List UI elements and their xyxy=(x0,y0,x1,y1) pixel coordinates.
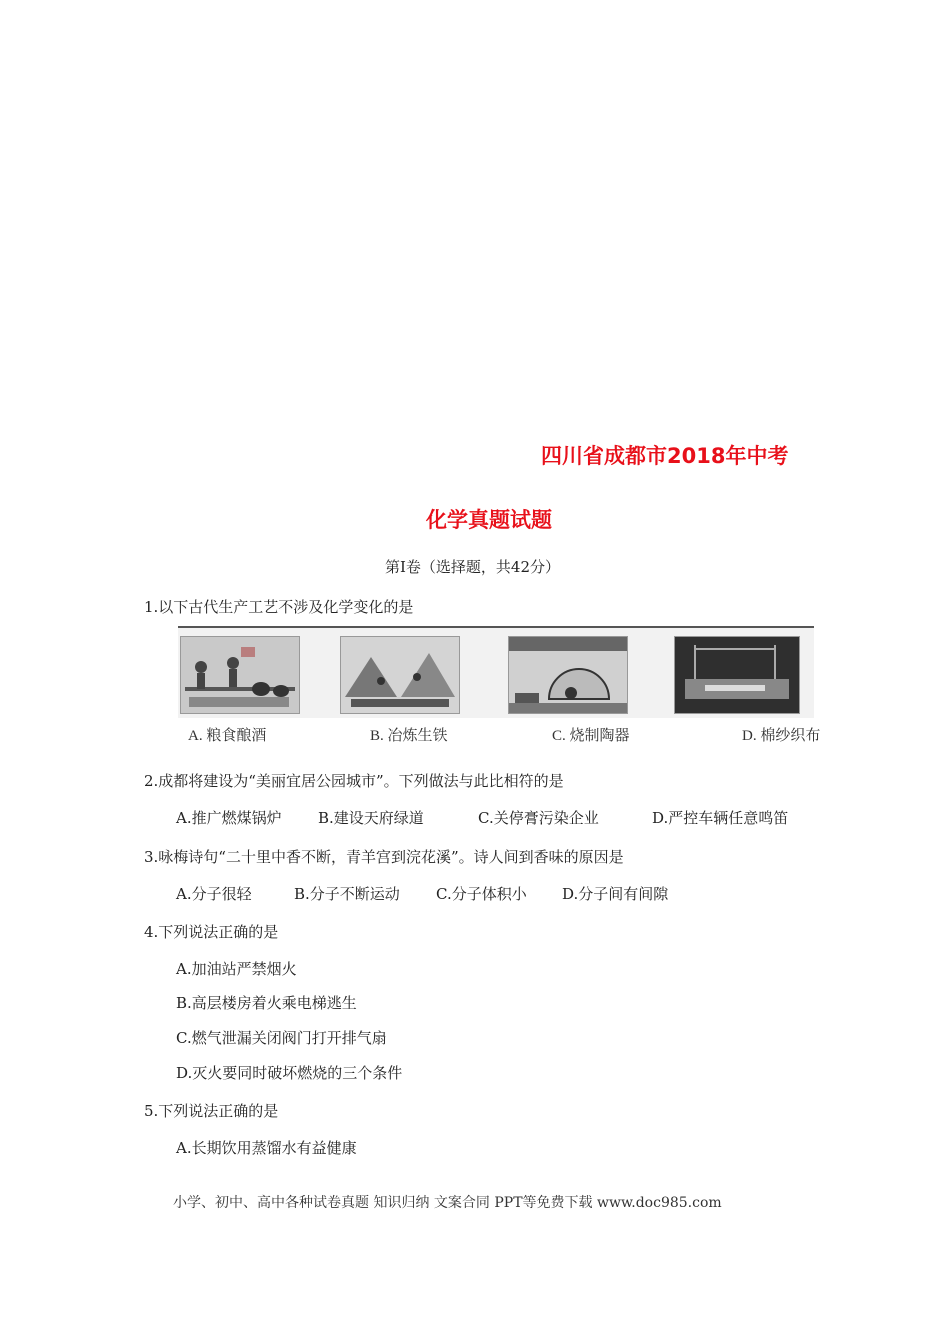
pottery-kiln-illustration xyxy=(508,636,628,714)
question-4-stem: 4.下列说法正确的是 xyxy=(144,923,279,941)
cotton-weaving-illustration xyxy=(674,636,800,714)
caption-a: A. 粮食酿酒 xyxy=(188,728,267,744)
exam-title: 四川省成都市2018年中考 xyxy=(541,444,789,468)
exam-subtitle: 化学真题试题 xyxy=(426,508,552,532)
question-3-option-d: D.分子间有间隙 xyxy=(562,885,669,903)
caption-d: D. 棉纱织布 xyxy=(742,728,821,744)
question-1-image-strip xyxy=(178,626,814,718)
question-2-option-b: B.建设天府绿道 xyxy=(318,809,424,827)
question-4-option-d: D.灭火要同时破坏燃烧的三个条件 xyxy=(176,1064,403,1082)
question-3-option-c: C.分子体积小 xyxy=(436,885,527,903)
question-3-option-a: A.分子很轻 xyxy=(176,885,252,903)
question-3-stem: 3.咏梅诗句“二十里中香不断，青羊宫到浣花溪”。诗人间到香味的原因是 xyxy=(144,848,624,866)
page-footer: 小学、初中、高中各种试卷真题 知识归纳 文案合同 PPT等免费下载 www.doc985.com xyxy=(173,1195,722,1211)
question-4-option-b: B.高层楼房着火乘电梯逃生 xyxy=(176,994,357,1012)
caption-c: C. 烧制陶器 xyxy=(552,728,630,744)
question-4-option-a: A.加油站严禁烟火 xyxy=(176,960,297,978)
question-2-stem: 2.成都将建设为“美丽宜居公园城市”。下列做法与此比相符的是 xyxy=(144,772,564,790)
question-2-option-c: C.关停膏污染企业 xyxy=(478,809,599,827)
section-heading: 第Ⅰ卷（选择题，共42分） xyxy=(385,558,561,576)
smelting-illustration xyxy=(340,636,460,714)
caption-b: B. 冶炼生铁 xyxy=(370,728,448,744)
question-2-option-a: A.推广燃煤锅炉 xyxy=(176,809,282,827)
question-5-option-a: A.长期饮用蒸馏水有益健康 xyxy=(176,1139,357,1157)
question-3-option-b: B.分子不断运动 xyxy=(294,885,400,903)
brewing-illustration xyxy=(180,636,300,714)
question-2-option-d: D.严控车辆任意鸣笛 xyxy=(652,809,789,827)
question-1-stem: 1.以下古代生产工艺不涉及化学变化的是 xyxy=(144,598,414,616)
question-4-option-c: C.燃气泄漏关闭阀门打开排气扇 xyxy=(176,1029,387,1047)
question-5-stem: 5.下列说法正确的是 xyxy=(144,1102,279,1120)
